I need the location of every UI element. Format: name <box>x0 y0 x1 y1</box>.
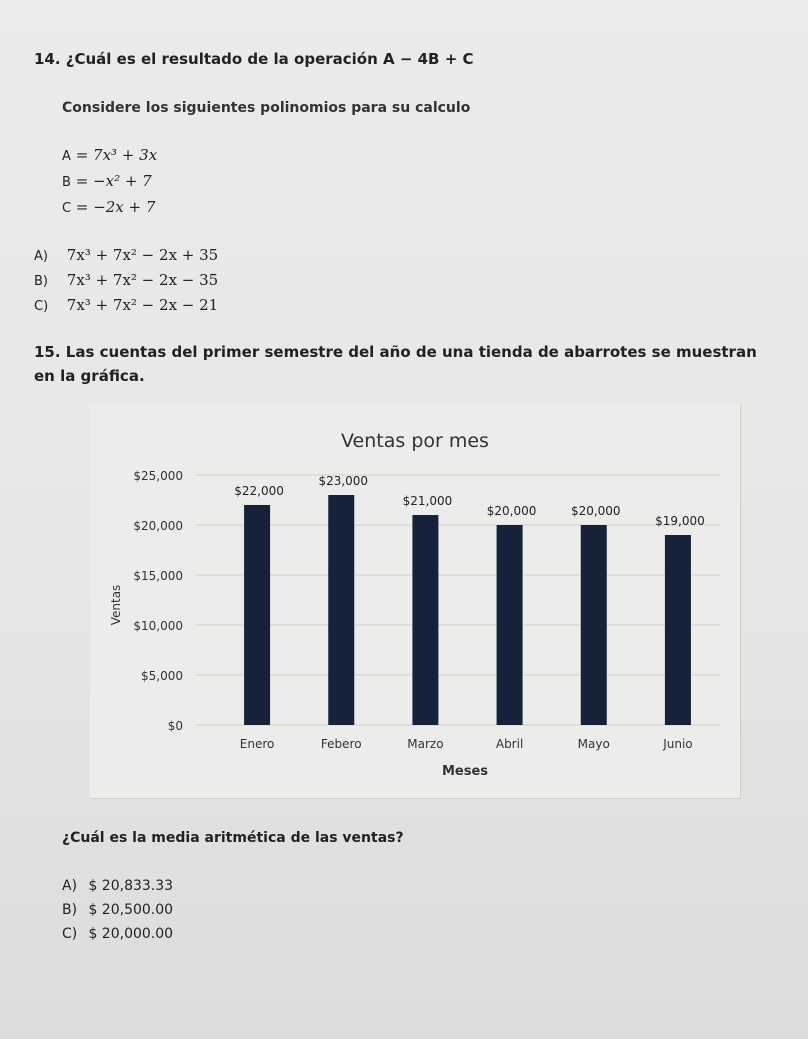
data-label-mayo: $20,000 <box>570 504 621 518</box>
bar-febero <box>328 495 354 725</box>
y-tick-label-0: $0 <box>167 719 183 733</box>
bar-junio <box>665 535 691 725</box>
q14-option-b-text: 7x³ + 7x² − 2x − 35 <box>66 271 219 289</box>
q14-option-b-letter: B) <box>34 274 48 289</box>
data-label-abril: $20,000 <box>486 504 537 518</box>
data-label-junio: $19,000 <box>655 514 705 528</box>
q14-option-c[interactable] <box>34 296 218 314</box>
q15-option-c-letter: C) <box>62 926 78 942</box>
bar-mayo <box>581 525 607 725</box>
chart-y-axis-label: Ventas <box>109 584 123 626</box>
sales-chart <box>90 405 741 799</box>
question-14-subtitle: Considere los siguientes polinomios para su calculo <box>62 100 471 116</box>
chart-y-ticks <box>133 469 183 733</box>
polynomial-c-label: C <box>62 201 72 216</box>
chart-data-labels <box>234 474 704 528</box>
question-15-title: 15. Las cuentas del primer semestre del año de una tienda de abarrotes se muestran en la gráfica. <box>34 343 757 385</box>
chart-title: Ventas por mes <box>341 430 489 452</box>
y-tick-label-1: $5,000 <box>141 669 183 683</box>
x-tick-label-mayo: Mayo <box>577 737 610 751</box>
chart-x-axis-label: Meses <box>441 764 489 779</box>
q15-option-c-text: $ 20,000.00 <box>88 926 174 942</box>
q15-option-a[interactable] <box>62 878 173 894</box>
question-14-title: 14. ¿Cuál es el resultado de la operación A − 4B + C <box>34 50 474 68</box>
chart-x-ticks <box>240 737 693 751</box>
q14-option-a-letter: A) <box>34 249 48 264</box>
x-tick-label-enero: Enero <box>239 737 275 751</box>
polynomial-c-expr: = −2x + 7 <box>75 198 156 216</box>
q15-option-b[interactable] <box>62 902 173 918</box>
polynomial-a <box>62 146 157 164</box>
q14-option-c-text: 7x³ + 7x² − 2x − 21 <box>66 296 219 314</box>
polynomial-a-expr: = 7x³ + 3x <box>75 146 158 164</box>
x-tick-label-febero: Febero <box>320 737 362 751</box>
polynomial-c <box>62 198 155 216</box>
q15-option-a-letter: A) <box>62 878 78 894</box>
sales-chart-svg <box>90 405 740 798</box>
x-tick-label-marzo: Marzo <box>407 737 444 751</box>
question-15-question: ¿Cuál es la media aritmética de las ventas? <box>62 830 404 846</box>
polynomial-b <box>62 172 152 190</box>
q15-option-a-text: $ 20,833.33 <box>88 878 174 894</box>
data-label-marzo: $21,000 <box>402 494 453 508</box>
q15-option-b-text: $ 20,500.00 <box>88 902 174 918</box>
polynomial-b-label: B <box>62 175 71 190</box>
q14-option-b[interactable] <box>34 271 218 289</box>
bar-marzo <box>412 515 438 725</box>
q14-option-a-text: 7x³ + 7x² − 2x + 35 <box>66 246 219 264</box>
chart-gridlines <box>195 475 720 725</box>
q14-option-c-letter: C) <box>34 299 49 314</box>
polynomial-a-label: A <box>62 149 71 164</box>
q15-option-c[interactable] <box>62 926 173 942</box>
q15-option-b-letter: B) <box>62 902 78 918</box>
x-tick-label-junio: Junio <box>663 737 693 751</box>
x-tick-label-abril: Abril <box>495 737 524 751</box>
polynomial-b-expr: = −x² + 7 <box>75 172 152 190</box>
q14-option-a[interactable] <box>34 246 218 264</box>
bar-abril <box>497 525 523 725</box>
data-label-febero: $23,000 <box>318 474 369 488</box>
y-tick-label-5: $25,000 <box>133 469 183 483</box>
data-label-enero: $22,000 <box>234 484 284 498</box>
y-tick-label-4: $20,000 <box>133 519 183 533</box>
y-tick-label-3: $15,000 <box>133 569 183 583</box>
bar-enero <box>244 505 270 725</box>
chart-bars <box>244 495 691 725</box>
y-tick-label-2: $10,000 <box>133 619 183 633</box>
